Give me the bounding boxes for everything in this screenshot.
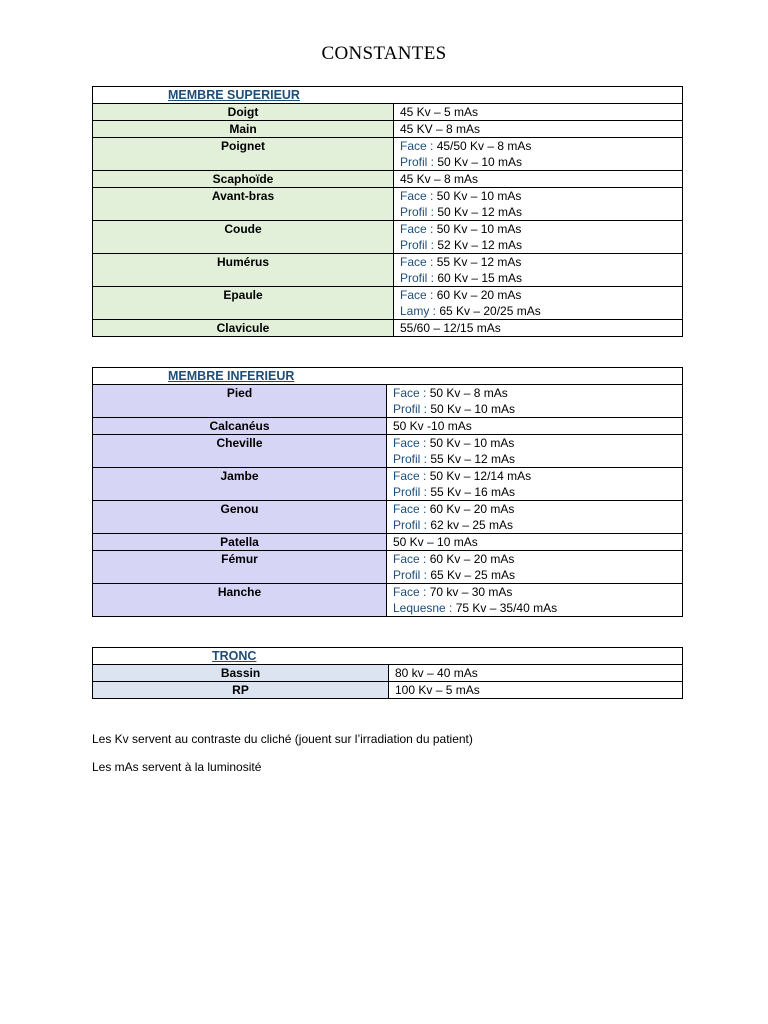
constant-value: 50 Kv – 12/14 mAs — [426, 469, 532, 483]
constant-line — [393, 401, 676, 417]
constants-cell — [394, 104, 683, 121]
body-part-cell: Epaule — [93, 287, 394, 320]
table-row — [93, 221, 683, 254]
view-label: Face : — [400, 255, 434, 269]
view-label: Face : — [400, 139, 434, 153]
view-label: Lamy : — [400, 304, 437, 318]
view-label: Profil : — [400, 205, 435, 219]
table-row — [93, 320, 683, 337]
constants-cell — [394, 254, 683, 287]
table-row — [93, 682, 683, 699]
constant-line — [395, 665, 676, 681]
section-header-row — [93, 87, 683, 104]
view-label: Profil : — [393, 518, 428, 532]
page-title: CONSTANTES — [321, 43, 447, 64]
constants-cell — [389, 682, 683, 699]
constants-cell — [387, 584, 683, 617]
constant-line — [393, 435, 676, 451]
body-part-cell: Hanche — [93, 584, 387, 617]
table-row — [93, 534, 683, 551]
table-membre-superieur — [92, 86, 683, 337]
table-row — [93, 104, 683, 121]
section-heading: MEMBRE INFERIEUR — [168, 369, 295, 383]
constant-value: 100 Kv – 5 mAs — [395, 683, 480, 697]
section-heading: MEMBRE SUPERIEUR — [168, 88, 300, 102]
constant-value: 55 Kv – 16 mAs — [427, 485, 516, 499]
constant-value: 55/60 – 12/15 mAs — [400, 321, 501, 335]
section-header-row — [93, 368, 683, 385]
constant-value: 75 Kv – 35/40 mAs — [452, 601, 558, 615]
view-label: Lequesne : — [393, 601, 453, 615]
constant-line — [400, 303, 676, 319]
constants-cell — [394, 287, 683, 320]
view-label: Profil : — [400, 271, 435, 285]
table-row — [93, 418, 683, 435]
view-label: Face : — [400, 288, 434, 302]
constant-value: 50 Kv -10 mAs — [393, 419, 472, 433]
note-mas: Les mAs servent à la luminosité — [92, 760, 262, 774]
section-header-row — [93, 648, 683, 665]
table-row — [93, 287, 683, 320]
constant-line — [393, 600, 676, 616]
constant-line — [395, 682, 676, 698]
table-row — [93, 435, 683, 468]
constant-value: 50 Kv – 10 mAs — [427, 402, 516, 416]
view-label: Face : — [400, 189, 434, 203]
body-part-cell: Main — [93, 121, 394, 138]
constant-value: 60 Kv – 20 mAs — [433, 288, 522, 302]
section-heading: TRONC — [212, 649, 257, 663]
view-label: Profil : — [393, 452, 428, 466]
constant-value: 65 Kv – 25 mAs — [427, 568, 516, 582]
constants-cell — [387, 435, 683, 468]
constant-value: 50 Kv – 10 mAs — [434, 155, 523, 169]
body-part-cell: Bassin — [93, 665, 389, 682]
note-kv: Les Kv servent au contraste du cliché (jouent sur l’irradiation du patient) — [92, 732, 473, 746]
table-row — [93, 188, 683, 221]
table-row — [93, 501, 683, 534]
constant-value: 80 kv – 40 mAs — [395, 666, 478, 680]
constants-cell — [387, 468, 683, 501]
view-label: Profil : — [393, 402, 428, 416]
constant-line — [393, 534, 676, 550]
table-row — [93, 665, 683, 682]
view-label: Face : — [400, 222, 434, 236]
constant-value: 55 Kv – 12 mAs — [433, 255, 522, 269]
body-part-cell: Avant-bras — [93, 188, 394, 221]
table-row — [93, 254, 683, 287]
constants-cell — [387, 418, 683, 435]
constant-line — [400, 287, 676, 303]
constant-line — [400, 138, 676, 154]
body-part-cell: Humérus — [93, 254, 394, 287]
view-label: Face : — [393, 585, 427, 599]
section-header-cell — [93, 648, 683, 665]
constant-value: 50 Kv – 12 mAs — [434, 205, 523, 219]
view-label: Profil : — [400, 238, 435, 252]
body-part-cell: Fémur — [93, 551, 387, 584]
constant-line — [393, 451, 676, 467]
body-part-cell: Doigt — [93, 104, 394, 121]
constant-line — [400, 104, 676, 120]
body-part-cell: Genou — [93, 501, 387, 534]
constants-cell — [387, 551, 683, 584]
constant-value: 65 Kv – 20/25 mAs — [436, 304, 541, 318]
constant-line — [400, 221, 676, 237]
constants-cell — [394, 171, 683, 188]
constant-value: 45 KV – 8 mAs — [400, 122, 481, 136]
view-label: Profil : — [393, 568, 428, 582]
view-label: Face : — [393, 386, 427, 400]
section-header-cell — [93, 87, 683, 104]
constant-value: 60 Kv – 20 mAs — [426, 502, 515, 516]
body-part-cell: Clavicule — [93, 320, 394, 337]
view-label: Profil : — [400, 155, 435, 169]
constant-value: 50 Kv – 10 mAs — [393, 535, 478, 549]
view-label: Face : — [393, 469, 427, 483]
constant-line — [393, 484, 676, 500]
constants-cell — [387, 534, 683, 551]
body-part-cell: RP — [93, 682, 389, 699]
constants-cell — [394, 221, 683, 254]
body-part-cell: Patella — [93, 534, 387, 551]
table-row — [93, 551, 683, 584]
body-part-cell: Cheville — [93, 435, 387, 468]
constant-value: 50 Kv – 10 mAs — [433, 222, 522, 236]
table-row — [93, 584, 683, 617]
constant-line — [400, 270, 676, 286]
body-part-cell: Calcanéus — [93, 418, 387, 435]
constant-line — [393, 567, 676, 583]
constant-line — [393, 551, 676, 567]
constant-value: 55 Kv – 12 mAs — [427, 452, 516, 466]
constant-line — [400, 188, 676, 204]
constant-value: 50 Kv – 10 mAs — [426, 436, 515, 450]
table-row — [93, 468, 683, 501]
constant-line — [393, 584, 676, 600]
table-tronc — [92, 647, 683, 699]
body-part-cell: Scaphoïde — [93, 171, 394, 188]
constant-value: 45/50 Kv – 8 mAs — [433, 139, 532, 153]
body-part-cell: Coude — [93, 221, 394, 254]
constant-line — [393, 517, 676, 533]
constant-value: 50 Kv – 10 mAs — [433, 189, 522, 203]
constant-line — [393, 468, 676, 484]
table-row — [93, 171, 683, 188]
table-membre-inferieur — [92, 367, 683, 617]
table-row — [93, 385, 683, 418]
constant-value: 45 Kv – 8 mAs — [400, 172, 479, 186]
constants-cell — [387, 385, 683, 418]
constant-value: 45 Kv – 5 mAs — [400, 105, 479, 119]
constant-line — [400, 121, 676, 137]
constant-line — [400, 154, 676, 170]
body-part-cell: Jambe — [93, 468, 387, 501]
body-part-cell: Poignet — [93, 138, 394, 171]
constant-value: 62 kv – 25 mAs — [427, 518, 514, 532]
constant-value: 60 Kv – 15 mAs — [434, 271, 523, 285]
view-label: Profil : — [393, 485, 428, 499]
constant-line — [400, 237, 676, 253]
constants-cell — [394, 188, 683, 221]
constant-line — [400, 320, 676, 336]
constants-cell — [394, 138, 683, 171]
table-row — [93, 138, 683, 171]
view-label: Face : — [393, 552, 427, 566]
constant-line — [400, 171, 676, 187]
constant-line — [393, 501, 676, 517]
constant-value: 52 Kv – 12 mAs — [434, 238, 523, 252]
constants-cell — [394, 320, 683, 337]
constants-cell — [394, 121, 683, 138]
constant-line — [393, 385, 676, 401]
body-part-cell: Pied — [93, 385, 387, 418]
constant-value: 60 Kv – 20 mAs — [426, 552, 515, 566]
view-label: Face : — [393, 502, 427, 516]
constant-line — [400, 204, 676, 220]
section-header-cell — [93, 368, 683, 385]
table-row — [93, 121, 683, 138]
constant-value: 70 kv – 30 mAs — [426, 585, 513, 599]
constant-line — [393, 418, 676, 434]
constants-cell — [389, 665, 683, 682]
constant-value: 50 Kv – 8 mAs — [426, 386, 508, 400]
constants-cell — [387, 501, 683, 534]
constant-line — [400, 254, 676, 270]
view-label: Face : — [393, 436, 427, 450]
